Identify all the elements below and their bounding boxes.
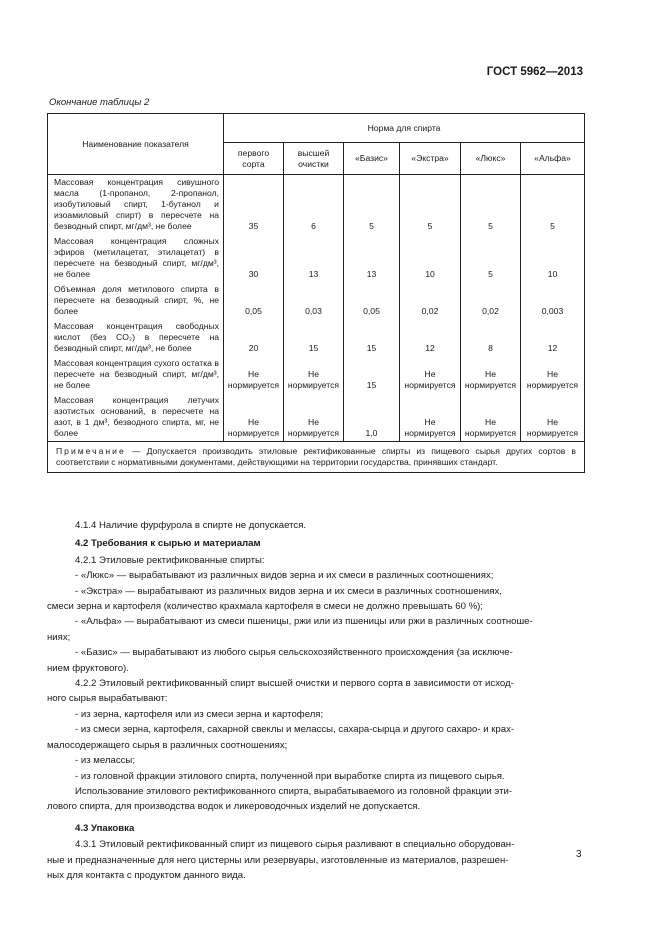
paragraph-usage: Использование этилового ректификованного спирта, вырабатываемого из головной фракции эти- xyxy=(75,785,513,797)
norms-table xyxy=(47,113,585,473)
table-cell: 0,05 xyxy=(344,282,400,319)
table-cell: Не нормируется xyxy=(461,356,521,393)
list-item-continuation: ниях; xyxy=(47,631,71,643)
indicator-label: Массовая концентрация сухого остатка в пересчете на безводный спирт, мг/дм³, не более xyxy=(48,356,224,393)
list-item: - «Экстра» — вырабатывают из различных видов зерна и их смеси в различных соотношениях, xyxy=(75,585,502,597)
note-prefix: Примечание xyxy=(56,446,126,456)
table-cell: 5 xyxy=(400,175,461,235)
paragraph-continuation: ные и предназначенные для него цистерны или резервуары, изготовленные из материалов, разрешен- xyxy=(47,854,509,866)
table-cell: 0,003 xyxy=(521,282,585,319)
document-body xyxy=(47,518,581,883)
table-note-row xyxy=(48,442,585,473)
list-item: - «Люкс» — вырабатывают из различных видов зерна и их смеси в различных соотношениях; xyxy=(75,570,494,582)
table-note xyxy=(48,442,585,473)
indicator-column-header: Наименование показателя xyxy=(48,114,224,175)
table-cell: Не нормируется xyxy=(224,356,284,393)
table-row xyxy=(48,175,585,235)
table-cell: 35 xyxy=(224,175,284,235)
table-cell: 5 xyxy=(461,175,521,235)
section-heading-4-2: 4.2 Требования к сырью и материалам xyxy=(75,538,261,550)
table-row xyxy=(48,282,585,319)
norm-column-header: Норма для спирта xyxy=(224,114,585,143)
list-item-continuation: смеси зерна и картофеля (количество крахмала картофеля в смеси не должно превышать 60 %); xyxy=(47,601,483,613)
indicator-label: Массовая концентрация летучих азотистых оснований, в пересчете на азот, в 1 дм³, безводного спирта, мг, не более xyxy=(48,393,224,442)
table-row xyxy=(48,356,585,393)
list-item-continuation: малосодержащего сырья в различных соотношениях; xyxy=(47,739,288,751)
column-header: «Экстра» xyxy=(400,143,461,175)
table-cell: 0,02 xyxy=(461,282,521,319)
table-cell: 0,02 xyxy=(400,282,461,319)
page-number: 3 xyxy=(576,849,582,860)
paragraph-continuation: ного сырья вырабатывают: xyxy=(47,693,168,705)
indicator-label: Массовая концентрация сложных эфиров (метилацетат, этилацетат) в пересчете на безводный спирт, мг/дм³, не более xyxy=(48,234,224,282)
table-cell: Не нормируется xyxy=(461,393,521,442)
column-header: «Люкс» xyxy=(461,143,521,175)
table-cell: 10 xyxy=(400,234,461,282)
table-row xyxy=(48,234,585,282)
paragraph-4-2-1: 4.2.1 Этиловые ректификованные спирты: xyxy=(75,554,265,566)
list-item: - из головной фракции этилового спирта, полученной при выработке спирта из пищевого сырья. xyxy=(75,770,505,782)
table-cell: 15 xyxy=(344,356,400,393)
paragraph-continuation: ных для контакта с продуктом данного вида. xyxy=(47,869,246,881)
table-cell: Не нормируется xyxy=(521,393,585,442)
column-header: «Базис» xyxy=(344,143,400,175)
table-cell: 5 xyxy=(521,175,585,235)
table-cell: 30 xyxy=(224,234,284,282)
paragraph-4-1-4: 4.1.4 Наличие фурфурола в спирте не допускается. xyxy=(75,520,307,531)
table-cell: Не нормируется xyxy=(284,356,344,393)
table-cell: 13 xyxy=(344,234,400,282)
table-cell: 5 xyxy=(344,175,400,235)
table-row xyxy=(48,393,585,442)
list-item-continuation: нием фруктового). xyxy=(47,662,129,674)
table-cell: 1,0 xyxy=(344,393,400,442)
list-item: - из мелассы; xyxy=(75,755,135,767)
table-cell: 6 xyxy=(284,175,344,235)
table-cell: Не нормируется xyxy=(284,393,344,442)
table-cell: Не нормируется xyxy=(400,356,461,393)
table-cell: 15 xyxy=(284,319,344,356)
paragraph-4-2-2: 4.2.2 Этиловый ректификованный спирт высшей очистки и первого сорта в зависимости от исход- xyxy=(75,678,514,690)
table-cell: 15 xyxy=(344,319,400,356)
table-caption: Окончание таблицы 2 xyxy=(49,97,150,108)
table-cell: 13 xyxy=(284,234,344,282)
table-cell: 8 xyxy=(461,319,521,356)
table-cell: 12 xyxy=(521,319,585,356)
indicator-label: Массовая концентрация свободных кислот (без CO₂) в пересчете на безводный спирт, мг/дм³, не более xyxy=(48,319,224,356)
table-cell: 0,03 xyxy=(284,282,344,319)
standard-number: ГОСТ 5962—2013 xyxy=(486,66,583,78)
section-heading-4-3: 4.3 Упаковка xyxy=(75,822,135,834)
table-cell: Не нормируется xyxy=(521,356,585,393)
table-cell: 10 xyxy=(521,234,585,282)
column-header: первого сорта xyxy=(224,143,284,175)
table-cell: Не нормируется xyxy=(224,393,284,442)
list-item: - из смеси зерна, картофеля, сахарной свеклы и мелассы, сахара-сырца и другого сахаро- и крах- xyxy=(75,724,515,736)
table-cell: 0,05 xyxy=(224,282,284,319)
list-item: - «Базис» — вырабатывают из любого сырья сельскохозяйственного происхождения (за исключе- xyxy=(75,647,513,659)
list-item: - из зерна, картофеля или из смеси зерна и картофеля; xyxy=(75,708,324,720)
column-header: «Альфа» xyxy=(521,143,585,175)
table-cell: 20 xyxy=(224,319,284,356)
indicator-label: Массовая концентрация сивушного масла (1-пропанол, 2-пропанол, изобутиловый спирт, 1-бутанол и изоамиловый спирт) в пересчете на безводный спирт, мг/дм³, не более xyxy=(48,175,224,235)
table-cell: Не нормируется xyxy=(400,393,461,442)
column-header: высшей очистки xyxy=(284,143,344,175)
note-text: — Допускается производить этиловые ректификованные спирты из пищевого сырья других сортов в соответствии с нормативными документами, действующими на территории государства, принявших стандарт. xyxy=(56,446,576,467)
table-cell: 12 xyxy=(400,319,461,356)
paragraph-4-3-1: 4.3.1 Этиловый ректификованный спирт из пищевого сырья разливают в специально оборудован- xyxy=(75,839,515,851)
paragraph-continuation: лового спирта, для производства водок и ликероводочных изделий не допускается. xyxy=(47,801,421,813)
indicator-label: Объемная доля метилового спирта в пересчете на безводный спирт, %, не более xyxy=(48,282,224,319)
table-cell: 5 xyxy=(461,234,521,282)
table-row xyxy=(48,319,585,356)
list-item: - «Альфа» — вырабатывают из смеси пшеницы, ржи или из пшеницы или ржи в различных соотноше- xyxy=(75,616,533,628)
